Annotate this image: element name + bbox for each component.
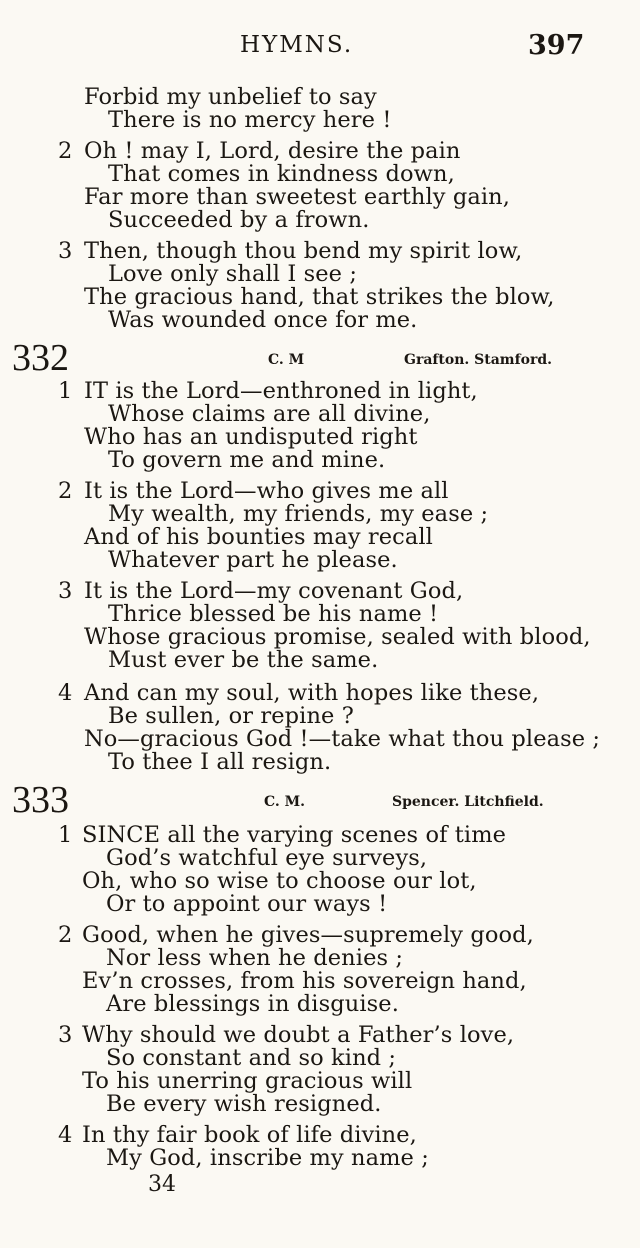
hymn-number: 332 [12,337,69,379]
verse-line: Are blessings in disguise. [106,991,399,1017]
verse-line: Be sullen, or repine ? [108,703,354,729]
verse-line: Ev’n crosses, from his sovereign hand, [82,968,527,994]
verse-line: God’s watchful eye surveys, [106,845,428,871]
verse-line: And of his bounties may recall [84,524,433,550]
verse-line: Or to appoint our ways ! [106,891,388,917]
running-head [0,30,640,70]
hymn-meter: C. M [268,352,305,368]
stanza-number: 4 [58,1122,73,1148]
verse-line: In thy fair book of life divine, [82,1122,417,1148]
verse-line: Whose claims are all divine, [108,401,431,427]
verse-line: Nor less when he denies ; [106,945,404,971]
verse-line: SINCE all the varying scenes of time [82,822,507,848]
verse-line: IT is the Lord—enthroned in light, [84,378,478,404]
stanza-number: 4 [58,680,73,706]
stanza-number: 2 [58,138,73,164]
verse-line: It is the Lord—who gives me all [84,478,449,504]
verse-line: Why should we doubt a Father’s love, [82,1022,515,1048]
verse-line: Succeeded by a frown. [108,207,370,233]
verse-line: My God, inscribe my name ; [106,1145,429,1171]
hymn-number: 333 [12,779,69,821]
verse-line: To govern me and mine. [108,447,386,473]
verse-line: Whatever part he please. [108,547,398,573]
verse-line: Forbid my unbelief to say [84,84,377,110]
hymn-tunes: Spencer. Litchfield. [392,794,544,810]
verse-line: The gracious hand, that strikes the blow, [84,284,555,310]
stanza-number: 2 [58,478,73,504]
verse-line: That comes in kindness down, [108,161,455,187]
stanza-number: 2 [58,922,73,948]
stanza-number: 3 [58,578,73,604]
verse-line: Was wounded once for me. [108,307,418,333]
verse-line: Who has an undisputed right [84,424,418,450]
verse-line: Oh ! may I, Lord, desire the pain [84,138,461,164]
hymn-tunes: Grafton. Stamford. [404,352,553,368]
verse-line: Be every wish resigned. [106,1091,382,1117]
stanza-number: 1 [58,822,73,848]
verse-line: No—gracious God !—take what thou please ; [84,726,601,752]
hymn-333-header [0,778,640,828]
stanza-number: 1 [58,378,73,404]
verse-line: Far more than sweetest earthly gain, [84,184,510,210]
verse-line: Oh, who so wise to choose our lot, [82,868,477,894]
verse-line: Whose gracious promise, sealed with blood, [84,624,591,650]
stanza-number: 3 [58,238,73,264]
stanza-number: 3 [58,1022,73,1048]
verse-line: Must ever be the same. [108,647,379,673]
running-title: HYMNS. [240,32,354,58]
verse-line: To his unerring gracious will [82,1068,413,1094]
verse-line: Love only shall I see ; [108,261,358,287]
verse-line: Then, though thou bend my spirit low, [84,238,523,264]
page-number: 397 [528,30,585,61]
verse-line: Thrice blessed be his name ! [108,601,439,627]
verse-line: Good, when he gives—supremely good, [82,922,534,948]
verse-line: And can my soul, with hopes like these, [84,680,540,706]
verse-line: It is the Lord—my covenant God, [84,578,464,604]
hymn-meter: C. M. [264,794,306,810]
verse-line: There is no mercy here ! [108,107,392,133]
verse-line: So constant and so kind ; [106,1045,397,1071]
verse-line: My wealth, my friends, my ease ; [108,501,489,527]
signature-mark: 34 [148,1172,176,1197]
verse-line: To thee I all resign. [108,749,332,775]
